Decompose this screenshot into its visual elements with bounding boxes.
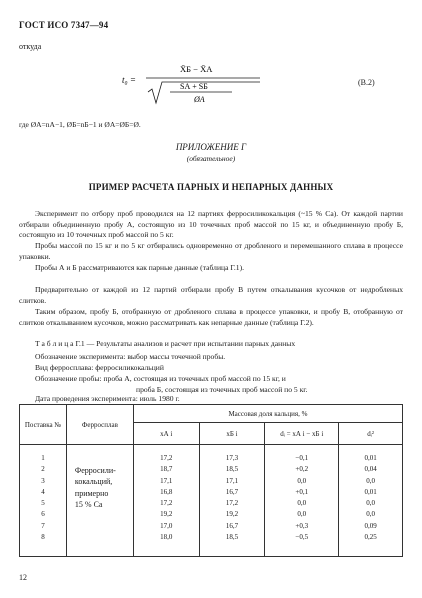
paragraph-2: Пробы массой по 15 кг и по 5 кг отбирались одновременно от дробленого и перемешанного сплава в процессе упаковки. [19, 241, 403, 261]
head-lot: Поставка № [20, 405, 67, 445]
meta-line-2: Вид ферросплава: ферросиликокальций [35, 363, 164, 372]
head-group: Массовая доля кальция, % [133, 405, 402, 423]
value-xa: 18,7 [160, 465, 173, 474]
value-d: 0,0 [297, 510, 307, 519]
value-d: +0,3 [295, 521, 309, 530]
meta-line-3a: Обозначение пробы: проба А, состоящая из точечных проб массой по 15 кг, и [35, 374, 286, 383]
value-d2: 0,01 [364, 454, 377, 462]
appendix-status: (обязательное) [186, 154, 236, 163]
paragraph-4: Предварительно от каждой из 12 партий отбирали пробу В путем откалывания кусочков от недробленых слитков. [19, 285, 403, 305]
value-xb: 19,2 [225, 510, 239, 519]
where-text: где ØA=nA−1, ØБ=nБ−1 и ØA=ØБ=Ø. [19, 120, 141, 129]
lot-number: 6 [41, 510, 45, 519]
value-d2: 0,09 [364, 521, 377, 530]
appendix-title: ПРИЛОЖЕНИЕ Г [175, 142, 247, 152]
lot-number: 1 [41, 454, 45, 462]
value-xa: 17,1 [160, 476, 173, 485]
paragraph-3: Пробы А и Б рассматриваются как парные данные (таблица Г.1). [35, 263, 245, 272]
value-d2: 0,0 [366, 499, 375, 508]
ferroalloy-line: примерно [74, 488, 109, 498]
value-d2: 0,0 [366, 510, 375, 519]
ferroalloy-line: Ферросили- [74, 466, 116, 475]
value-xb: 17,2 [225, 499, 239, 508]
equation-number: (В.2) [358, 78, 375, 87]
value-d: −0,5 [295, 533, 309, 542]
lot-number: 7 [41, 521, 45, 530]
page-number: 12 [19, 573, 27, 582]
section-title: ПРИМЕР РАСЧЕТА ПАРНЫХ И НЕПАРНЫХ ДАННЫХ [88, 182, 334, 192]
lot-number: 5 [41, 499, 45, 508]
value-xb: 17,1 [225, 476, 239, 485]
value-xa: 17,2 [160, 499, 173, 508]
value-xb: 18,5 [225, 533, 239, 542]
cell-ferroalloy [66, 445, 133, 557]
ferroalloy-line: кокальций, [74, 477, 113, 487]
lot-number: 8 [41, 533, 45, 542]
value-xb: 17,3 [225, 454, 239, 462]
formula-lhs: t₀ = [122, 75, 136, 85]
value-d: −0,1 [295, 454, 309, 462]
formula-b2 [120, 56, 320, 106]
value-xa: 17,0 [160, 521, 173, 530]
value-xa: 16,8 [160, 487, 173, 496]
lot-number: 4 [41, 487, 45, 496]
value-xa: 18,0 [160, 533, 173, 542]
formula-inner-num: SА + SБ [180, 82, 208, 91]
intro-word: откуда [19, 42, 42, 51]
lot-number: 2 [41, 465, 45, 474]
ferroalloy-line: 15 % Са [74, 499, 103, 509]
column-xa [133, 445, 199, 557]
standard-header: ГОСТ ИСО 7347—94 [19, 20, 109, 30]
value-d: 0,0 [297, 499, 307, 508]
table-g1 [19, 404, 403, 557]
value-d: +0,1 [295, 487, 309, 496]
column-lots [20, 445, 67, 557]
meta-line-1: Обозначение эксперимента: выбор массы точечной пробы. [35, 352, 226, 361]
column-d2 [339, 445, 403, 557]
value-d2: 0,25 [364, 533, 377, 542]
value-d2: 0,04 [364, 465, 377, 474]
column-d [265, 445, 339, 557]
table-caption: Т а б л и ц а Г.1 — Результаты анализов и расчет при испытании парных данных [35, 339, 296, 348]
head-d: dᵢ = xА i − xБ i [265, 423, 339, 445]
value-d2: 0,0 [366, 476, 375, 485]
value-xa: 17,2 [160, 454, 173, 462]
head-ferro: Ферросплав [66, 405, 133, 445]
meta-line-4: Дата проведения эксперимента: июль 1980 г. [35, 394, 180, 403]
formula-inner-den: ØA [194, 95, 205, 104]
paragraph-5: Таким образом, пробу Б, отобранную от дробленого сплава в процессе упаковки, и пробу В, отобранную от слитков откалыванием кусочков, можно рассматривать как непарные данные (таблица Г.2). [19, 307, 403, 327]
head-d2: dᵢ² [339, 423, 403, 445]
value-xb: 18,5 [225, 465, 239, 474]
meta-line-3b: проба Б, состоящая из точечных проб массой по 5 кг. [136, 385, 308, 394]
column-xb [199, 445, 265, 557]
value-xb: 16,7 [225, 521, 239, 530]
paragraph-1: Эксперимент по отбору проб проводился на 12 партиях ферросиликокальция (~15 % Са). От каждой партии отбирали объединенную пробу А, состоящую из 10 точечных проб массой по 15 кг, и объединенную пробу Б, состоящую из 10 точечных проб массой по 5 кг. [19, 209, 403, 239]
head-xa: xА i [133, 423, 199, 445]
value-d2: 0,01 [364, 487, 377, 496]
value-d: +0,2 [295, 465, 309, 474]
head-xb: xБ i [199, 423, 265, 445]
formula-numerator: X̄Б − X̄А [180, 64, 213, 74]
value-xb: 16,7 [225, 487, 239, 496]
value-d: 0,0 [297, 476, 307, 485]
value-xa: 19,2 [160, 510, 173, 519]
lot-number: 3 [41, 476, 45, 485]
